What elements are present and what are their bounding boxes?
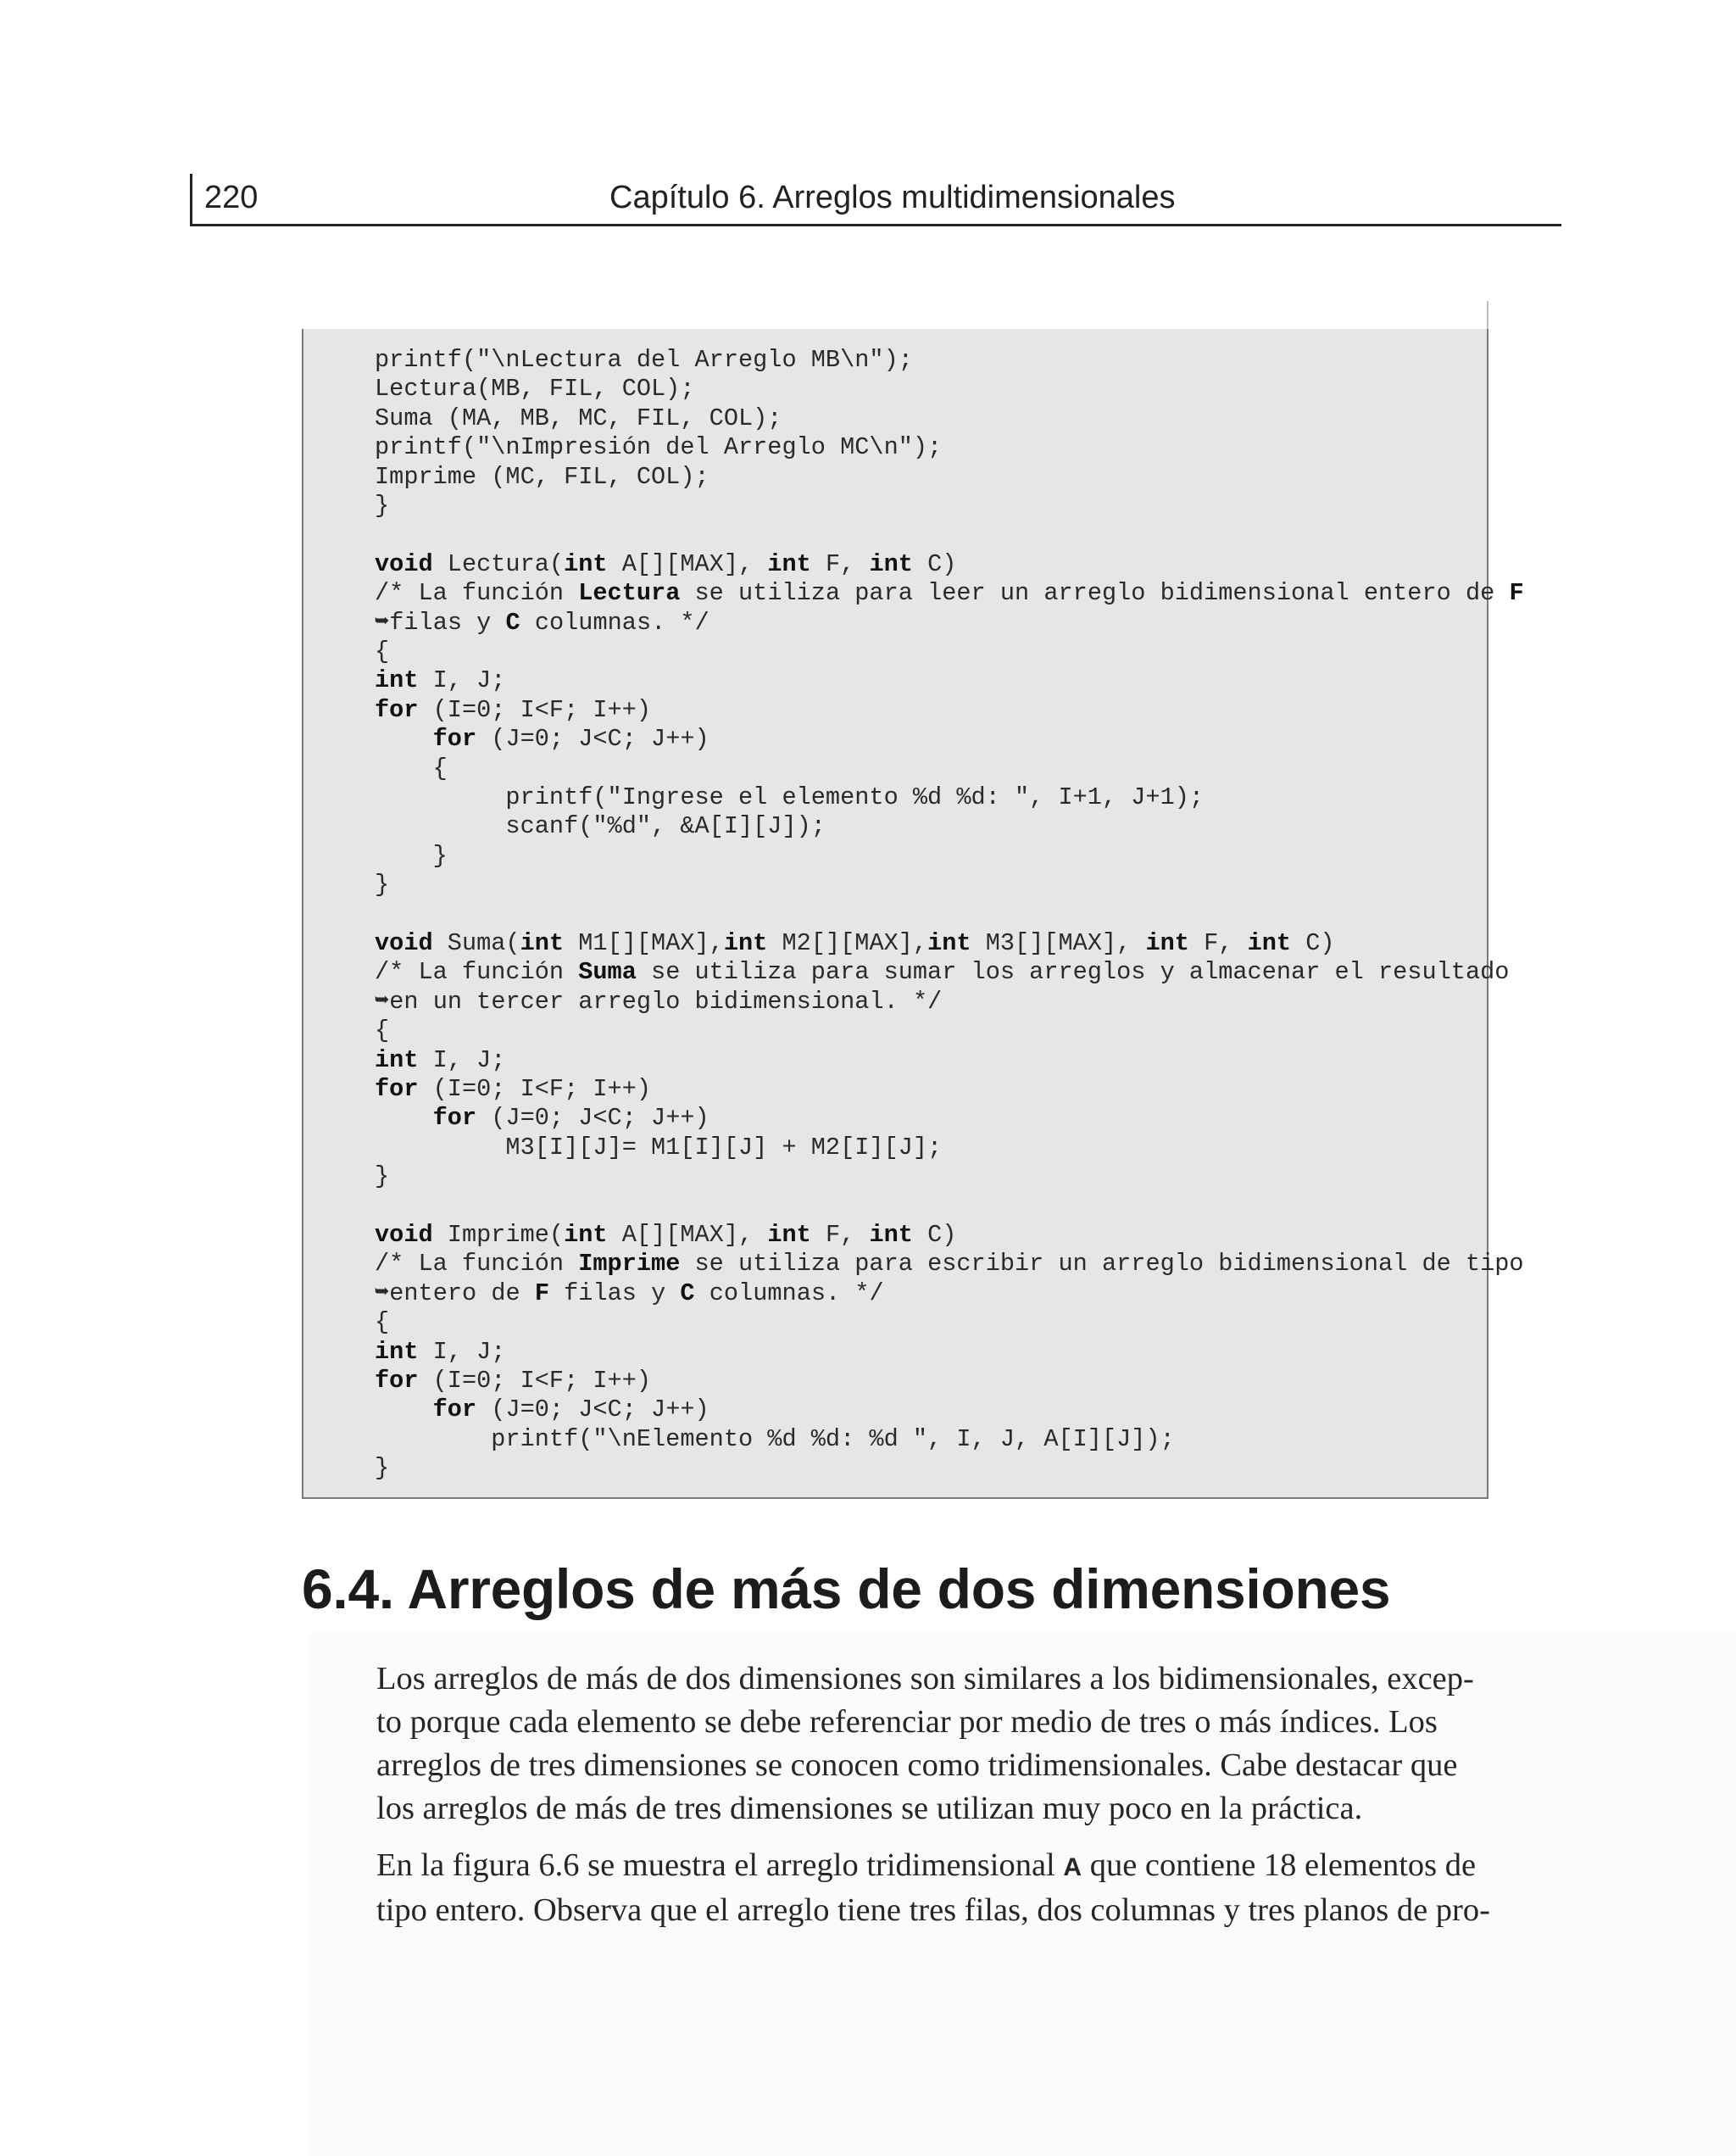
code-keyword: C — [505, 608, 520, 637]
paragraph-line: arreglos de tres dimensiones se conocen como tridimensionales. Cabe destacar que — [376, 1747, 1458, 1783]
code-text: (J=0; J<C; J++) — [476, 1396, 709, 1424]
code-text: M1[][MAX], — [564, 929, 724, 957]
code-line — [375, 1338, 505, 1367]
code-line — [375, 958, 1509, 987]
code-keyword: void — [375, 929, 433, 957]
code-text: A[][MAX], — [607, 1221, 768, 1249]
code-line — [375, 871, 389, 900]
code-text: /* La función — [375, 958, 579, 987]
code-keyword: F — [534, 1279, 549, 1307]
paragraph-text: que contiene 18 elementos de — [1082, 1847, 1477, 1883]
code-text: /* La función — [375, 579, 579, 608]
code-text: columnas. */ — [694, 1279, 884, 1307]
code-keyword: int — [927, 929, 971, 957]
code-line — [375, 666, 505, 695]
code-line — [375, 346, 913, 375]
code-text: ➥entero de — [375, 1279, 535, 1307]
paragraph-text: En la figura 6.6 se muestra el arreglo tridimensional — [376, 1847, 1064, 1883]
code-text: se utiliza para sumar los arreglos y almacenar el resultado — [636, 958, 1510, 987]
code-line — [375, 1046, 505, 1075]
code-text: printf("\nImpresión del Arreglo MC\n"); — [375, 433, 943, 462]
code-line — [375, 1308, 389, 1337]
code-text: Imprime( — [432, 1221, 565, 1249]
code-text: F, — [810, 549, 870, 578]
code-line — [375, 725, 709, 754]
code-text: Suma( — [432, 929, 520, 957]
paragraph-2 — [376, 1844, 1490, 1932]
code-line — [375, 463, 709, 492]
paragraph-line: tipo entero. Observa que el arreglo tiene tres filas, dos columnas y tres planos de pro- — [376, 1892, 1490, 1928]
code-line — [375, 638, 389, 666]
code-line — [375, 929, 1335, 958]
code-text: printf("\nLectura del Arreglo MB\n"); — [375, 346, 913, 374]
code-line — [375, 755, 448, 783]
code-keyword: int — [869, 549, 913, 578]
code-line — [375, 550, 956, 579]
page-header — [190, 174, 1561, 226]
code-keyword: Lectura — [578, 579, 681, 608]
paragraph-line: los arreglos de más de tres dimensiones se utilizan muy poco en la práctica. — [376, 1791, 1363, 1826]
code-line — [375, 1396, 709, 1424]
code-text: se utiliza para escribir un arreglo bidimensional de tipo — [680, 1250, 1524, 1279]
code-text: I, J; — [418, 666, 506, 695]
code-keyword: C — [680, 1279, 695, 1307]
code-line — [375, 696, 651, 725]
running-title: Capítulo 6. Arreglos multidimensionales — [609, 180, 1176, 215]
code-keyword: F — [1509, 579, 1524, 608]
code-text: C) — [912, 1221, 957, 1249]
code-keyword: int — [767, 1221, 811, 1249]
code-box-edge — [1487, 301, 1488, 331]
code-text: ➥filas y — [375, 608, 506, 637]
code-line — [375, 812, 826, 841]
code-text — [375, 1104, 433, 1132]
code-keyword: for — [375, 695, 419, 724]
code-keyword: void — [375, 1221, 433, 1249]
code-keyword: int — [1145, 929, 1189, 957]
code-text: I, J; — [418, 1045, 506, 1074]
code-line — [375, 1367, 651, 1396]
code-keyword: int — [564, 1221, 608, 1249]
code-text: A[][MAX], — [607, 549, 768, 578]
code-text: } — [375, 1454, 390, 1483]
code-keyword: for — [432, 1104, 477, 1133]
code-line — [375, 1134, 942, 1162]
code-line — [375, 1250, 1524, 1279]
code-keyword: void — [375, 549, 433, 578]
code-line — [375, 579, 1524, 608]
code-text: C) — [912, 549, 957, 578]
code-keyword: int — [767, 549, 811, 578]
code-text: Suma (MA, MB, MC, FIL, COL); — [375, 404, 782, 432]
code-text: I, J; — [418, 1337, 506, 1366]
code-line — [375, 1162, 389, 1191]
code-line — [375, 988, 942, 1017]
code-keyword: int — [375, 666, 419, 695]
code-text: scanf("%d", &A[I][J]); — [375, 812, 826, 841]
code-text: (I=0; I<F; I++) — [418, 1075, 652, 1103]
paragraph-1 — [376, 1657, 1478, 1830]
code-text: C) — [1291, 929, 1335, 957]
code-text: { — [375, 1017, 390, 1045]
code-text: (I=0; I<F; I++) — [418, 695, 652, 724]
code-text: { — [375, 1308, 390, 1337]
code-text: ➥en un tercer arreglo bidimensional. */ — [375, 987, 943, 1016]
code-text: M3[][MAX], — [971, 929, 1146, 957]
code-text: Lectura( — [432, 549, 565, 578]
code-keyword: for — [375, 1367, 419, 1395]
code-keyword: int — [375, 1337, 419, 1366]
code-text: filas y — [548, 1279, 681, 1307]
code-keyword: int — [520, 929, 565, 957]
code-keyword: int — [869, 1221, 913, 1249]
code-text: M3[I][J]= M1[I][J] + M2[I][J]; — [375, 1133, 943, 1162]
code-keyword: for — [375, 1075, 419, 1103]
code-keyword: int — [723, 929, 768, 957]
inline-code: A — [1063, 1853, 1082, 1881]
code-text: /* La función — [375, 1250, 579, 1279]
paragraph-line: Los arreglos de más de dos dimensiones son similares a los bidimensionales, excep- — [376, 1661, 1474, 1696]
code-text — [375, 1396, 433, 1423]
code-text — [375, 725, 433, 753]
code-line — [375, 492, 389, 521]
code-keyword: for — [432, 1396, 477, 1424]
code-text: Imprime (MC, FIL, COL); — [375, 462, 709, 491]
code-text: { — [375, 638, 390, 666]
code-text: (J=0; J<C; J++) — [476, 1104, 709, 1133]
code-line — [375, 1075, 651, 1104]
code-text: F, — [1188, 929, 1248, 957]
code-text: } — [375, 871, 390, 900]
code-line — [375, 783, 1204, 812]
code-line — [375, 1279, 884, 1308]
code-text: (I=0; I<F; I++) — [418, 1367, 652, 1395]
code-line — [375, 1221, 956, 1250]
code-text: Lectura(MB, FIL, COL); — [375, 375, 695, 404]
code-line — [375, 609, 709, 638]
code-text: (J=0; J<C; J++) — [476, 725, 709, 754]
code-text: printf("\nElemento %d %d: %d ", I, J, A[I][J]); — [375, 1424, 1175, 1453]
code-line — [375, 1017, 389, 1045]
section-heading: 6.4. Arreglos de más de dos dimensiones — [302, 1557, 1391, 1620]
code-text: se utiliza para leer un arreglo bidimensional entero de — [680, 579, 1510, 608]
code-text: columnas. */ — [520, 608, 709, 637]
code-text: F, — [810, 1221, 870, 1249]
code-line — [375, 1104, 709, 1133]
code-line — [375, 404, 782, 433]
code-listing — [302, 329, 1524, 1499]
code-keyword: int — [564, 549, 608, 578]
code-text: } — [375, 841, 448, 870]
code-text: { — [375, 754, 448, 783]
paragraph-line: to porque cada elemento se debe referenciar por medio de tres o más índices. Los — [376, 1704, 1438, 1740]
code-text: printf("Ingrese el elemento %d %d: ", I+1, J+1); — [375, 783, 1205, 811]
code-line — [375, 1425, 1175, 1454]
code-keyword: int — [375, 1045, 419, 1074]
code-line — [375, 375, 695, 404]
code-text: M2[][MAX], — [767, 929, 928, 957]
code-keyword: for — [432, 725, 477, 754]
code-line — [375, 842, 448, 871]
code-line — [375, 1454, 389, 1483]
paragraph-line — [376, 1844, 1478, 1889]
code-text: } — [375, 492, 390, 520]
code-text: } — [375, 1162, 390, 1191]
code-line — [375, 433, 942, 462]
code-keyword: Suma — [578, 958, 637, 987]
code-keyword: int — [1247, 929, 1292, 957]
code-keyword: Imprime — [578, 1250, 681, 1279]
page-number: 220 — [204, 180, 259, 215]
